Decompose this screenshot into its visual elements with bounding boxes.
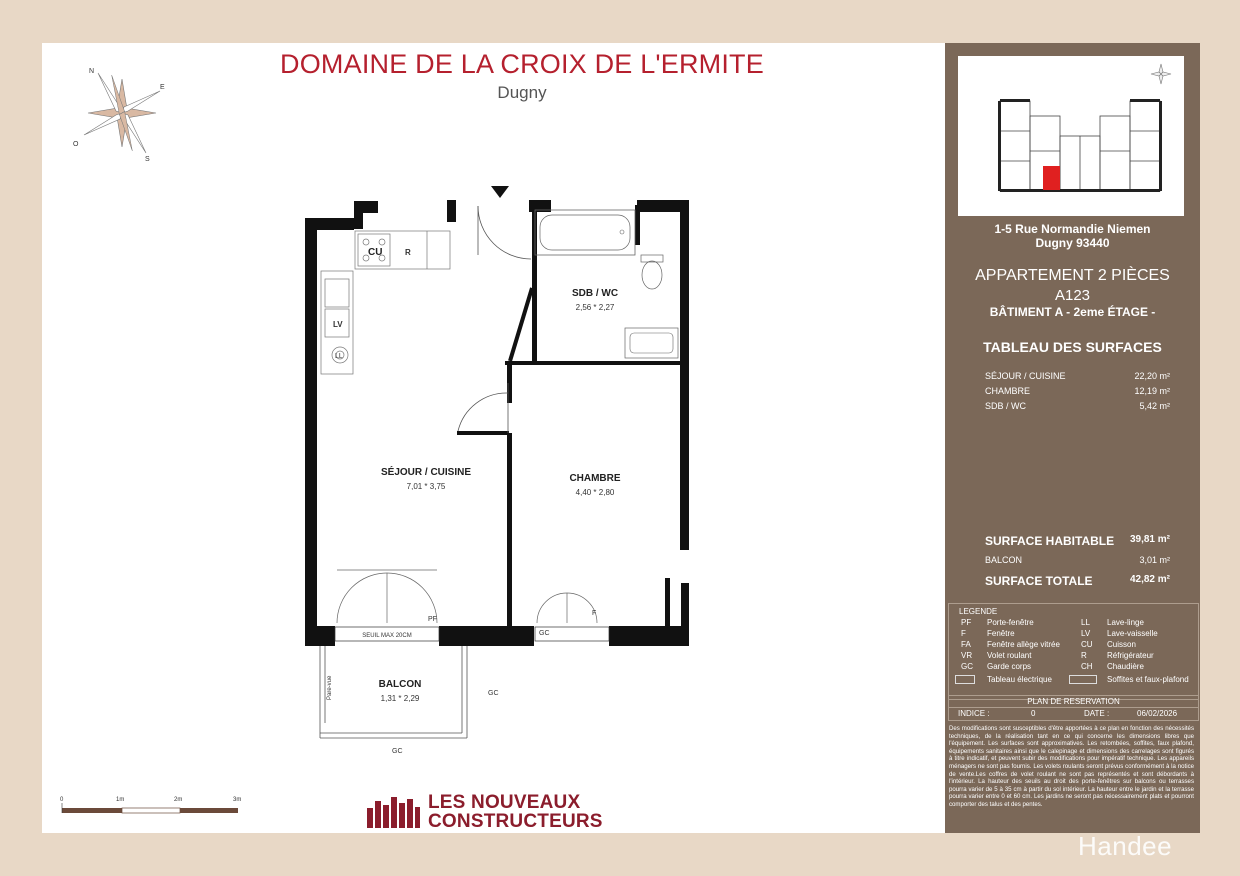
legend-text: Lave-linge [1107, 618, 1144, 627]
room-label-sejour: SÉJOUR / CUISINE [380, 467, 472, 478]
legend-text: Fenêtre [987, 629, 1015, 638]
surface-value: 5,42 m² [1139, 401, 1170, 411]
builder-logo [428, 793, 603, 831]
apartment-type: APPARTEMENT 2 PIÈCES [975, 267, 1170, 284]
legend-text: Volet roulant [987, 651, 1032, 660]
legend-soffites: Soffites et faux-plafond [1107, 675, 1189, 684]
fixture-r: R [405, 248, 411, 257]
entrance-arrow-icon [491, 186, 509, 198]
surface-name: SDB / WC [985, 401, 1027, 411]
logo-line1: LES NOUVEAUX [428, 792, 581, 813]
soffites-icon [1069, 675, 1097, 684]
tableau-electrique-icon [955, 675, 975, 684]
legend-code: CH [1081, 662, 1093, 671]
address-line2: Dugny 93440 [1035, 236, 1110, 250]
compass-o: O [73, 141, 79, 148]
legend-text: Fenêtre allège vitrée [987, 640, 1060, 649]
legend-code: R [1081, 651, 1087, 660]
room-label-balcon: BALCON [378, 679, 422, 690]
watermark: Handee [1078, 831, 1173, 861]
surface-value: 22,20 m² [1134, 371, 1170, 381]
fixture-gc-balcon-side: GC [488, 690, 499, 697]
compass-rose-icon [84, 73, 160, 153]
residence-title: DOMAINE DE LA CROIX DE L'ERMITE [280, 49, 764, 79]
room-label-sdb: SDB / WC [571, 288, 619, 299]
surface-totale-value: 42,82 m² [1129, 574, 1170, 585]
bath-sink-icon [625, 328, 678, 358]
legend-code: CU [1081, 640, 1093, 649]
key-map-drawing [958, 56, 1184, 216]
room-label-chambre: CHAMBRE [569, 473, 621, 484]
surface-name: SÉJOUR / CUISINE [985, 371, 1066, 381]
surface-value: 12,19 m² [1134, 386, 1170, 396]
room-dims-chambre: 4,40 * 2,80 [575, 488, 615, 497]
scale-2m: 2m [174, 797, 183, 803]
date-label: DATE : [1084, 709, 1110, 718]
legend-code: F [961, 629, 966, 638]
legend-code: VR [961, 651, 973, 660]
legend-tableau: Tableau électrique [987, 675, 1052, 684]
logo-line2: CONSTRUCTEURS [428, 811, 603, 832]
legend-text: Réfrigérateur [1107, 651, 1154, 660]
surface-totale-label: SURFACE TOTALE [985, 574, 1093, 588]
room-dims-sejour: 7,01 * 3,75 [406, 482, 446, 491]
pare-vue-label: Pare-vue [327, 675, 333, 700]
balcon-row [985, 555, 1170, 565]
fixture-cu: CU [368, 247, 383, 258]
residence-city: Dugny [497, 83, 547, 102]
plan-sheet [42, 43, 1200, 833]
surface-habitable-label: SURFACE HABITABLE [985, 534, 1115, 548]
key-map-compass-icon [1151, 64, 1171, 84]
surface-row [985, 371, 1170, 381]
compass-s: S [145, 156, 150, 163]
room-dims-balcon: 1,31 * 2,29 [380, 694, 420, 703]
balcon-value: 3,01 m² [1139, 555, 1170, 565]
surface-habitable-value: 39,81 m² [1129, 534, 1170, 545]
info-panel [945, 43, 1200, 833]
legend-text: Garde corps [987, 662, 1032, 671]
room-dims-sdb: 2,56 * 2,27 [575, 303, 615, 312]
reservation-box [948, 695, 1199, 721]
legend-box [948, 603, 1199, 700]
legend-code: LV [1081, 629, 1091, 638]
legend-code: GC [961, 662, 973, 671]
compass-n: N [89, 68, 95, 75]
scale-3m: 3m [233, 797, 242, 803]
address-line1: 1-5 Rue Normandie Niemen [994, 222, 1151, 236]
balcon-label: BALCON [985, 555, 1023, 565]
fixture-ll: LL [335, 353, 343, 360]
legend-code: FA [961, 640, 971, 649]
surface-habitable-row [985, 534, 1170, 548]
fixture-pf: PF [428, 616, 437, 623]
disclaimer-text: Des modifications sont susceptibles d'être apportées à ce plan en fonction des nécessités techniques, de la réalisation tant en ce qui concerne les dimensions libres que l'équipement. Les surfaces sont approximatives. Les retombées, soffites, faux plafond, équipements sanitaires ainsi que le calepinage et dimensions des carrelages sont figurés à titre indicatif, et peuvent subir des modifications pour impératif technique. Les appareils ménagers ne sont pas fournis. Les volets roulants seront prévus conformément à la notice de vente.Les coffres de volet roulant ne sont pas représentés et sont débordants à l'intérieur. La hauteur des seuils au droit des porte-fenêtres sur balcons ou terrasses pourra varier de 5 à 35 cm à partir du sol intérieur. La hauteur entre le jardin et la terrasse pourra varier entre 0 et 60 cm. Les jardins ne seront pas nécessairement plats et pourront comporter des talus et des pentes. [949, 725, 1194, 808]
compass-e: E [160, 84, 165, 91]
legend-text: Porte-fenêtre [987, 618, 1034, 627]
bathtub-icon [535, 210, 635, 255]
builder-logo-icon [367, 797, 420, 828]
building-key-map [958, 56, 1184, 216]
surface-row [985, 401, 1170, 411]
date-value: 06/02/2026 [1137, 709, 1178, 718]
fixture-f: F [592, 610, 597, 617]
floor-plan [42, 43, 945, 833]
apartment-highlight [1043, 166, 1060, 190]
toilet-icon [641, 255, 663, 289]
legend-code: LL [1081, 618, 1090, 627]
reservation-title: PLAN DE RESERVATION [949, 696, 1198, 708]
fenetre-chambre [537, 593, 597, 623]
surface-name: CHAMBRE [985, 386, 1031, 396]
scale-bar [62, 803, 238, 813]
indice-label: INDICE : [958, 709, 990, 718]
fixture-lv: LV [333, 320, 343, 329]
legend-text: Lave-vaisselle [1107, 629, 1158, 638]
legend-text: Cuisson [1107, 640, 1136, 649]
apartment-ref: A123 [1054, 287, 1091, 304]
legend-code: PF [961, 618, 972, 627]
scale-1m: 1m [116, 797, 125, 803]
surface-totale-row [985, 574, 1170, 588]
entrance-door [478, 206, 531, 259]
legend-text: Chaudière [1107, 662, 1144, 671]
indice-value: 0 [1031, 709, 1036, 718]
surfaces-table-title: TABLEAU DES SURFACES [983, 339, 1162, 355]
fixture-gc-balcon-bottom: GC [392, 748, 403, 755]
seuil-label: SEUIL MAX 20CM [362, 633, 412, 639]
surface-row [985, 386, 1170, 396]
scale-0: 0 [60, 797, 64, 803]
porte-fenetre-sejour [337, 570, 437, 623]
balcony-outline [320, 646, 467, 738]
fixture-gc-chambre: GC [539, 630, 550, 637]
building-floor: BÂTIMENT A - 2eme ÉTAGE - [989, 305, 1156, 319]
legend-title: LEGENDE [959, 607, 998, 616]
